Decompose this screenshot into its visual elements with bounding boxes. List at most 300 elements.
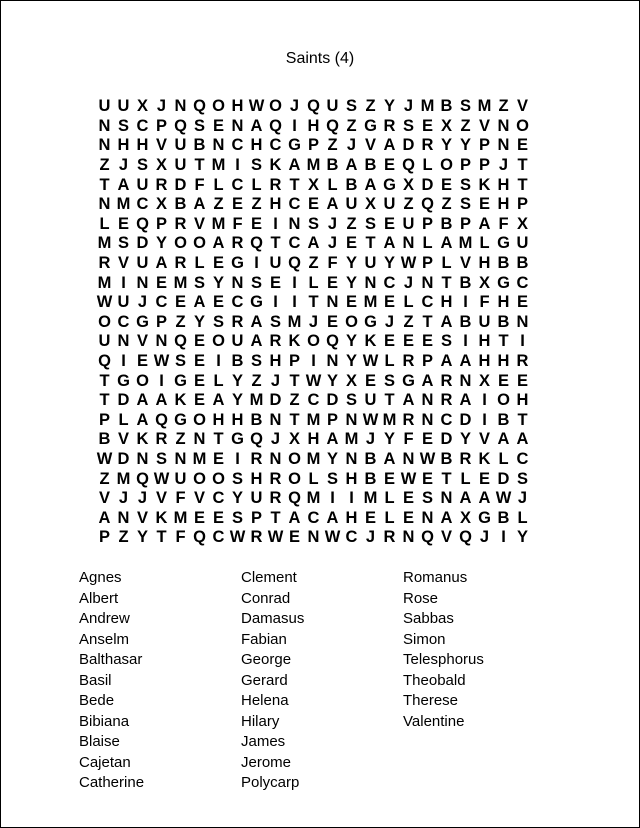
- grid-letter: L: [441, 254, 452, 273]
- grid-letter: D: [440, 430, 453, 449]
- word-list-item: James: [241, 733, 286, 750]
- grid-letter: U: [383, 195, 396, 214]
- grid-letter: F: [175, 489, 186, 508]
- grid-letter: B: [497, 254, 510, 273]
- grid-letter: O: [288, 449, 301, 468]
- grid-letter: E: [155, 273, 167, 292]
- word-list-item: Rose: [403, 589, 439, 607]
- grid-letter: G: [497, 273, 510, 292]
- grid-letter: W: [96, 449, 113, 468]
- grid-letter: M: [249, 391, 264, 410]
- grid-letter: I: [273, 293, 278, 312]
- grid-letter: N: [497, 136, 510, 155]
- grid-letter: S: [231, 508, 243, 527]
- grid-letter: A: [440, 312, 453, 331]
- grid-letter: Z: [460, 116, 471, 135]
- grid-letter: S: [516, 469, 528, 488]
- grid-letter: W: [362, 410, 379, 429]
- grid-letter: P: [459, 156, 471, 175]
- grid-letter: Y: [231, 489, 243, 508]
- grid-letter: Z: [175, 430, 186, 449]
- grid-letter: N: [174, 449, 187, 468]
- grid-letter: A: [155, 391, 168, 410]
- grid-letter: W: [248, 97, 265, 116]
- grid-letter: H: [497, 293, 510, 312]
- grid-letter: C: [383, 273, 396, 292]
- grid-letter: I: [292, 116, 297, 135]
- grid-letter: A: [478, 489, 491, 508]
- grid-letter: R: [250, 449, 263, 468]
- grid-letter: B: [497, 312, 510, 331]
- grid-letter: T: [498, 332, 509, 351]
- grid-letter: J: [517, 489, 528, 508]
- word-list-item: Conrad: [241, 589, 291, 607]
- grid-letter: U: [231, 332, 244, 351]
- grid-letter: S: [364, 214, 376, 233]
- grid-letter: M: [287, 312, 302, 331]
- grid-letter: P: [250, 508, 262, 527]
- grid-letter: O: [440, 156, 453, 175]
- grid-letter: G: [231, 254, 244, 273]
- grid-letter: N: [269, 449, 282, 468]
- grid-letter: A: [497, 430, 510, 449]
- grid-letter: R: [269, 489, 282, 508]
- grid-letter: R: [440, 371, 453, 390]
- grid-letter: A: [307, 234, 320, 253]
- grid-letter: N: [402, 449, 415, 468]
- grid-letter: Q: [402, 156, 415, 175]
- grid-letter: E: [402, 489, 414, 508]
- grid-letter: Q: [421, 195, 434, 214]
- grid-letter: P: [155, 116, 167, 135]
- grid-letter: U: [516, 234, 529, 253]
- grid-letter: R: [269, 332, 282, 351]
- grid-row: [95, 430, 551, 450]
- grid-row: [95, 313, 551, 333]
- grid-letter: R: [459, 449, 472, 468]
- grid-letter: H: [212, 410, 225, 429]
- grid-letter: D: [421, 175, 434, 194]
- grid-letter: T: [99, 371, 110, 390]
- grid-letter: H: [307, 430, 320, 449]
- grid-letter: Z: [251, 195, 262, 214]
- grid-letter: E: [212, 116, 224, 135]
- grid-letter: A: [250, 116, 263, 135]
- grid-letter: S: [193, 273, 205, 292]
- grid-letter: F: [498, 214, 509, 233]
- grid-letter: M: [382, 410, 397, 429]
- grid-letter: S: [250, 352, 262, 371]
- grid-letter: N: [269, 410, 282, 429]
- grid-letter: X: [136, 97, 148, 116]
- grid-letter: N: [98, 116, 111, 135]
- word-list-item: Polycarp: [241, 774, 300, 791]
- grid-letter: H: [478, 352, 491, 371]
- grid-letter: Y: [383, 254, 395, 273]
- grid-letter: E: [345, 234, 357, 253]
- grid-letter: S: [402, 116, 414, 135]
- grid-letter: L: [384, 352, 395, 371]
- grid-letter: Y: [136, 528, 148, 547]
- grid-letter: W: [324, 528, 341, 547]
- word-list-item: Simon: [403, 630, 446, 648]
- grid-letter: O: [307, 332, 320, 351]
- grid-letter: U: [174, 156, 187, 175]
- word-column: [403, 568, 565, 794]
- grid-letter: S: [459, 195, 471, 214]
- grid-letter: H: [269, 352, 282, 371]
- grid-letter: R: [174, 254, 187, 273]
- grid-letter: U: [117, 97, 130, 116]
- grid-letter: O: [98, 312, 111, 331]
- grid-letter: M: [116, 469, 131, 488]
- grid-letter: S: [231, 469, 243, 488]
- grid-letter: A: [288, 156, 301, 175]
- grid-letter: B: [364, 449, 377, 468]
- grid-letter: O: [288, 469, 301, 488]
- grid-letter: B: [440, 97, 453, 116]
- grid-letter: U: [174, 469, 187, 488]
- grid-letter: K: [136, 430, 149, 449]
- grid-letter: E: [193, 371, 205, 390]
- grid-row: [95, 371, 551, 391]
- grid-letter: D: [326, 391, 339, 410]
- grid-letter: E: [383, 293, 395, 312]
- grid-letter: A: [345, 156, 358, 175]
- grid-letter: Q: [269, 116, 282, 135]
- grid-letter: C: [269, 136, 282, 155]
- grid-letter: U: [402, 214, 415, 233]
- grid-letter: H: [307, 116, 320, 135]
- grid-letter: L: [384, 489, 395, 508]
- word-list-item: Albert: [79, 589, 119, 607]
- word-column: [79, 568, 241, 794]
- grid-letter: S: [269, 312, 281, 331]
- grid-letter: Y: [345, 273, 357, 292]
- grid-letter: U: [250, 489, 263, 508]
- grid-letter: H: [231, 410, 244, 429]
- word-list-item: Blaise: [79, 733, 120, 750]
- grid-letter: T: [365, 234, 376, 253]
- grid-letter: T: [99, 175, 110, 194]
- grid-letter: Q: [288, 489, 301, 508]
- grid-letter: S: [117, 234, 129, 253]
- grid-letter: Z: [441, 195, 452, 214]
- grid-letter: P: [478, 156, 490, 175]
- grid-letter: T: [422, 312, 433, 331]
- grid-letter: L: [422, 234, 433, 253]
- grid-letter: Y: [459, 430, 471, 449]
- grid-letter: K: [288, 332, 301, 351]
- grid-letter: N: [117, 508, 130, 527]
- grid-letter: Q: [250, 430, 263, 449]
- grid-letter: W: [153, 352, 170, 371]
- grid-letter: P: [326, 410, 338, 429]
- grid-letter: G: [174, 410, 187, 429]
- grid-letter: E: [136, 352, 148, 371]
- grid-letter: J: [403, 97, 414, 116]
- grid-letter: G: [117, 371, 130, 390]
- grid-letter: I: [292, 293, 297, 312]
- grid-letter: G: [231, 430, 244, 449]
- grid-letter: R: [231, 312, 244, 331]
- grid-letter: H: [250, 469, 263, 488]
- grid-letter: E: [269, 273, 281, 292]
- grid-letter: G: [497, 234, 510, 253]
- word-list: [79, 568, 599, 794]
- grid-row: [95, 195, 551, 215]
- grid-letter: Y: [155, 234, 167, 253]
- grid-letter: P: [421, 352, 433, 371]
- grid-letter: A: [136, 391, 149, 410]
- grid-letter: C: [307, 508, 320, 527]
- grid-letter: E: [383, 156, 395, 175]
- grid-letter: A: [212, 234, 225, 253]
- grid-letter: E: [117, 214, 129, 233]
- grid-letter: N: [402, 234, 415, 253]
- grid-letter: B: [98, 430, 111, 449]
- grid-letter: A: [98, 508, 111, 527]
- grid-letter: N: [98, 195, 111, 214]
- grid-letter: Z: [175, 312, 186, 331]
- grid-letter: R: [155, 175, 168, 194]
- grid-letter: H: [440, 293, 453, 312]
- word-list-item: George: [241, 651, 292, 668]
- grid-letter: Z: [289, 391, 300, 410]
- grid-letter: B: [174, 195, 187, 214]
- grid-letter: O: [345, 312, 358, 331]
- grid-letter: T: [441, 273, 452, 292]
- grid-letter: R: [98, 254, 111, 273]
- grid-letter: L: [308, 273, 319, 292]
- grid-letter: Z: [346, 214, 357, 233]
- grid-letter: Y: [326, 371, 338, 390]
- grid-letter: R: [174, 214, 187, 233]
- grid-letter: K: [478, 175, 491, 194]
- grid-letter: Q: [174, 332, 187, 351]
- grid-letter: A: [459, 391, 472, 410]
- grid-letter: Y: [345, 352, 357, 371]
- grid-letter: I: [121, 273, 126, 292]
- grid-letter: G: [402, 371, 415, 390]
- grid-letter: Z: [327, 136, 338, 155]
- grid-letter: C: [516, 273, 529, 292]
- grid-letter: T: [308, 293, 319, 312]
- grid-letter: C: [212, 489, 225, 508]
- grid-letter: Z: [403, 312, 414, 331]
- grid-letter: L: [403, 293, 414, 312]
- grid-letter: I: [121, 352, 126, 371]
- grid-letter: P: [421, 254, 433, 273]
- grid-letter: U: [136, 254, 149, 273]
- grid-letter: O: [516, 116, 529, 135]
- grid-letter: D: [117, 449, 130, 468]
- grid-letter: M: [192, 449, 207, 468]
- grid-letter: T: [517, 410, 528, 429]
- grid-letter: S: [326, 469, 338, 488]
- grid-letter: K: [364, 332, 377, 351]
- grid-letter: J: [156, 97, 167, 116]
- grid-letter: H: [497, 175, 510, 194]
- grid-letter: B: [459, 312, 472, 331]
- grid-letter: W: [96, 293, 113, 312]
- grid-letter: L: [99, 214, 110, 233]
- grid-letter: A: [136, 410, 149, 429]
- grid-letter: M: [363, 489, 378, 508]
- grid-row: [95, 254, 551, 274]
- grid-letter: L: [517, 508, 528, 527]
- grid-letter: R: [269, 469, 282, 488]
- word-list-item: Bede: [79, 692, 115, 709]
- grid-letter: C: [440, 410, 453, 429]
- grid-letter: U: [345, 195, 358, 214]
- grid-letter: M: [173, 508, 188, 527]
- grid-letter: A: [383, 449, 396, 468]
- grid-letter: I: [482, 391, 487, 410]
- grid-letter: L: [498, 449, 509, 468]
- grid-letter: A: [383, 136, 396, 155]
- word-column: [241, 568, 403, 794]
- grid-letter: H: [497, 195, 510, 214]
- grid-letter: L: [384, 508, 395, 527]
- grid-letter: J: [346, 136, 357, 155]
- word-list-item: Fabian: [241, 630, 287, 648]
- grid-letter: N: [231, 116, 244, 135]
- grid-letter: V: [193, 214, 205, 233]
- grid-letter: B: [516, 254, 529, 273]
- grid-letter: Y: [459, 136, 471, 155]
- grid-letter: N: [326, 293, 339, 312]
- grid-letter: G: [250, 293, 263, 312]
- grid-letter: T: [270, 508, 281, 527]
- word-list-item: Gerard: [241, 671, 288, 689]
- grid-letter: N: [174, 97, 187, 116]
- grid-letter: Q: [250, 234, 263, 253]
- grid-letter: P: [98, 528, 110, 547]
- grid-letter: P: [155, 214, 167, 233]
- grid-letter: D: [402, 136, 415, 155]
- grid-letter: Z: [118, 528, 129, 547]
- grid-letter: E: [212, 449, 224, 468]
- grid-letter: V: [117, 254, 129, 273]
- grid-letter: O: [193, 234, 206, 253]
- grid-letter: H: [478, 332, 491, 351]
- grid-letter: A: [117, 175, 130, 194]
- word-list-item: Damasus: [241, 610, 305, 627]
- grid-letter: A: [326, 430, 339, 449]
- grid-letter: Y: [516, 528, 528, 547]
- grid-letter: O: [212, 97, 225, 116]
- grid-letter: P: [288, 352, 300, 371]
- grid-letter: I: [463, 293, 468, 312]
- grid-letter: J: [384, 312, 395, 331]
- grid-letter: A: [440, 508, 453, 527]
- grid-letter: M: [477, 97, 492, 116]
- grid-letter: M: [306, 489, 321, 508]
- grid-letter: Y: [212, 273, 224, 292]
- grid-letter: N: [155, 332, 168, 351]
- grid-letter: Y: [231, 371, 243, 390]
- grid-letter: U: [174, 136, 187, 155]
- grid-letter: E: [212, 508, 224, 527]
- grid-letter: X: [478, 273, 490, 292]
- grid-letter: L: [460, 469, 471, 488]
- grid-letter: L: [308, 469, 319, 488]
- grid-letter: R: [383, 116, 396, 135]
- grid-letter: A: [212, 391, 225, 410]
- grid-letter: R: [250, 528, 263, 547]
- grid-row: [95, 391, 551, 411]
- grid-letter: X: [155, 195, 167, 214]
- grid-letter: C: [117, 312, 130, 331]
- grid-letter: T: [384, 391, 395, 410]
- grid-letter: L: [422, 156, 433, 175]
- grid-letter: B: [440, 449, 453, 468]
- grid-letter: M: [97, 234, 112, 253]
- word-list-item: Hilary: [241, 712, 280, 730]
- grid-letter: E: [421, 469, 433, 488]
- grid-letter: O: [212, 469, 225, 488]
- grid-letter: N: [136, 273, 149, 292]
- grid-letter: N: [345, 410, 358, 429]
- grid-row: [95, 450, 551, 470]
- grid-row: [95, 293, 551, 313]
- word-list-item: Agnes: [79, 569, 122, 586]
- grid-letter: I: [159, 371, 164, 390]
- grid-letter: X: [345, 371, 357, 390]
- grid-row: [95, 469, 551, 489]
- grid-letter: N: [421, 410, 434, 429]
- grid-letter: Y: [345, 254, 357, 273]
- grid-letter: E: [193, 508, 205, 527]
- grid-letter: T: [99, 391, 110, 410]
- grid-letter: C: [516, 449, 529, 468]
- grid-letter: S: [193, 116, 205, 135]
- grid-letter: I: [349, 489, 354, 508]
- grid-letter: R: [402, 352, 415, 371]
- grid-letter: B: [231, 352, 244, 371]
- grid-letter: E: [421, 430, 433, 449]
- grid-letter: C: [231, 175, 244, 194]
- grid-letter: U: [326, 97, 339, 116]
- grid-letter: S: [459, 97, 471, 116]
- grid-letter: F: [479, 293, 490, 312]
- grid-letter: X: [516, 214, 528, 233]
- letter-grid: [95, 97, 551, 548]
- grid-letter: Q: [174, 116, 187, 135]
- grid-letter: C: [155, 293, 168, 312]
- grid-letter: A: [421, 371, 434, 390]
- grid-letter: G: [174, 371, 187, 390]
- grid-letter: C: [345, 528, 358, 547]
- grid-letter: S: [459, 175, 471, 194]
- grid-letter: Z: [99, 469, 110, 488]
- grid-letter: S: [421, 489, 433, 508]
- grid-letter: T: [289, 410, 300, 429]
- grid-letter: M: [344, 430, 359, 449]
- grid-letter: Z: [99, 156, 110, 175]
- grid-letter: H: [250, 136, 263, 155]
- grid-letter: D: [174, 175, 187, 194]
- grid-letter: A: [326, 195, 339, 214]
- grid-letter: N: [440, 489, 453, 508]
- grid-letter: H: [269, 195, 282, 214]
- grid-letter: Y: [231, 391, 243, 410]
- grid-letter: L: [118, 410, 129, 429]
- grid-letter: B: [497, 410, 510, 429]
- grid-letter: G: [364, 116, 377, 135]
- grid-letter: R: [402, 410, 415, 429]
